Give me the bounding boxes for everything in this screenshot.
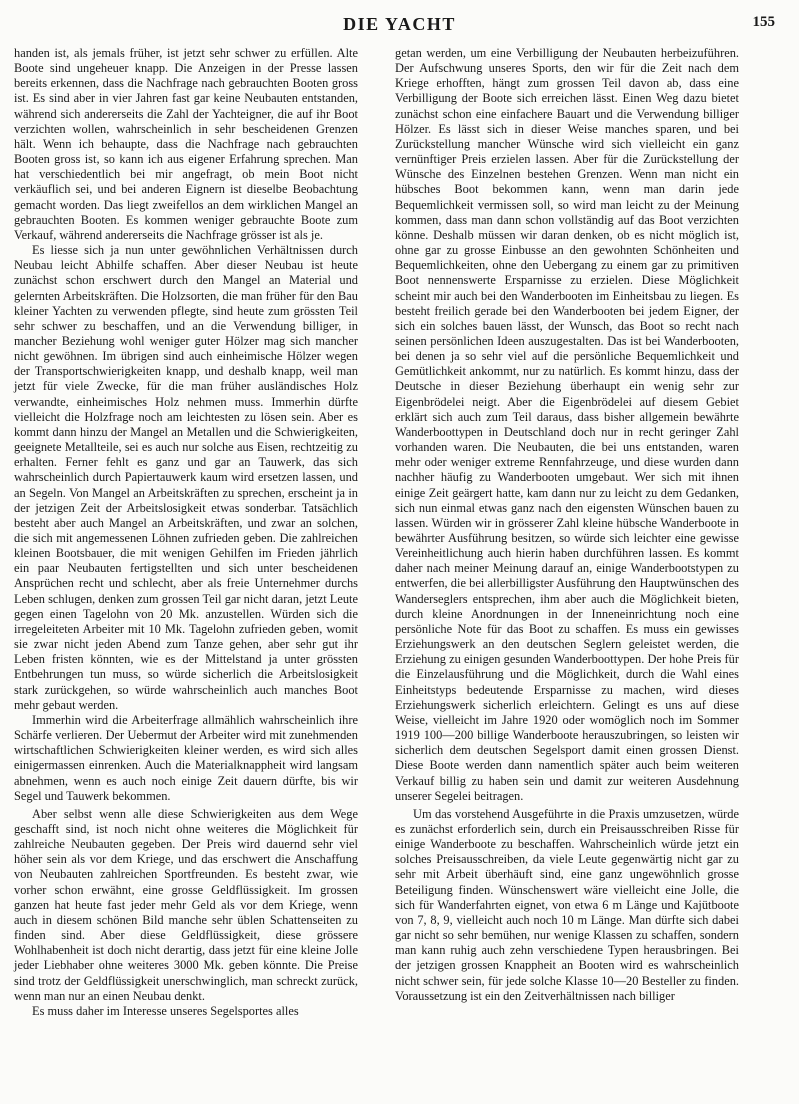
paragraph: Immerhin wird die Arbeiterfrage allmählich wahrscheinlich ihre Schärfe verlieren. Der Uebermut der Arbeiter wird mit zunehmenden wirtschaftlichen Schwierigkeiten kleiner werden, es wird sich alles einigermassen einrenken. Auch die Materialknappheit wird langsam abnehmen, wenn es auch noch einige Zeit dauern dürfte, bis wir Segel und Tauwerk bekommen. [14,712,358,803]
left-column [14,46,358,1019]
paragraph: Um das vorstehend Ausgeführte in die Praxis umzusetzen, würde es zunächst erforderlich sein, durch ein Preisausschreiben Risse für einige Wanderboote zu beschaffen. Wahrscheinlich würde jetzt ein solches Preisausschreiben, da viele Leute gegenwärtig nicht gar zu sehr mit Arbeit überhäuft sind, eine ganz ungewöhnlich grosse Beteiligung finden. Wünschenswert wäre vielleicht eine Jolle, die sich für Wanderfahrten eignet, von etwa 6 m Länge und Kajütboote von 7, 8, 9, vielleicht auch noch 10 m Länge. Man dürfte sich dabei gar nicht so sehr bemühen, nur wenige Klassen zu schaffen, sondern man kann ruhig auch zehn verschiedene Typen herausbringen. Bei der jetzigen grossen Knappheit an Booten wird es wahrscheinlich nicht schwer sein, für jede solche Klasse 10—20 Besteller zu finden. Voraussetzung ist ein den Zeitverhältnissen nach billiger [395,806,739,1003]
paragraph: getan werden, um eine Verbilligung der Neubauten herbeizuführen. Der Aufschwung unseres Sports, den wir für die Zeit nach dem Kriege erhofften, hängt zum grossen Teil davon ab, dass eine Verbilligung der Boote sich erreichen lässt. Einen Weg dazu bietet zunächst schon eine einfachere Bauart und die Verwendung billiger Hölzer. Es lässt sich in dieser Weise manches sparen, und bei Zurückstellung mancher Wünsche wird sich vielleicht ein ganz vernünftiger Preis erzielen lassen. Aber für die Zurückstellung der Wünsche des Einzelnen bestehen Grenzen. Wenn man nicht ein hübsches Boot bekommen kann, wenn man darin jede Bequemlichkeit vermissen soll, so wird man leicht zu der Meinung kommen, dass man dann schon vollständig auf das Boot verzichten könne. Deshalb müssen wir daran denken, ob es nicht möglich ist, ohne gar zu grosse Einbusse an den gewohnten Schönheiten und Bequemlichkeiten, ohne den Uebergang zu einem gar zu primitiven Boot nennenswerte Ersparnisse zu erzielen. Diese Möglichkeit scheint mir auch bei den Wanderbooten im Einheitsbau zu liegen. Es besteht freilich gerade bei den Wanderbooten bei jedem Eigner, der sich ein solches bauen lässt, der Wunsch, das Boot so recht nach seinen persönlichen Ideen auszugestalten. Das ist bei Wanderbooten, bei denen ja so sehr viel auf die persönliche Bequemlichkeit und Gemütlichkeit ankommt, nur zu natürlich. Es kommt hinzu, dass der Deutsche in dieser Beziehung überhaupt ein wenig sehr zur Eigenbrödelei neigt. Aber die Eigenbrödelei auf diesem Gebiet erklärt sich auch zum Teil daraus, dass bisher allgemein bewährte Wanderboottypen in Deutschland doch nur in recht geringer Zahl vorhanden waren. Die Neubauten, die bei uns entstanden, waren mehr oder weniger extreme Rennfahrzeuge, und diese wurden dann nachher häufig zu Wanderbooten umgebaut. Wer sich mit ihnen einige Zeit geärgert hatte, kam dann nur zu leicht zu dem Gedanken, sich nun einmal etwas ganz nach den eigensten Wünschen bauen zu lassen. Würden wir in grösserer Zahl kleine hübsche Wanderboote in bewährter Ausführung besitzen, so würde sich leichter eine gewisse Vereinheitlichung auch hierin haben durchführen lassen. Es kommt daher nach meiner Meinung darauf an, einige Wanderbootstypen zu entwerfen, die bei allerbilligster Ausführung den Hauptwünschen des Wanderseglers entsprechen, ihm aber auch die Möglichkeit bieten, durch kleine Anordnungen in der Inneneinrichtung noch eine persönliche Note für das Boot zu schaffen. Es muss ein gewisses Erziehungswerk an den deutschen Seglern geleistet werden, die Erziehung zu einigen gesunden Wanderboottypen. Der hohe Preis für die Einzelausführung und die Möglichkeit, durch die Wahl eines Einheitstyps bedeutende Ersparnisse zu machen, wird dieses Erziehungswerk sicherlich erleichtern. Gelingt es uns auf diese Weise, vielleicht im Jahre 1920 oder womöglich noch im Sommer 1919 100—200 billige Wanderboote herauszubringen, so leisten wir sicherlich dem deutschen Segelsport damit einen grossen Dienst. Diese Boote werden dann namentlich später auch beim weiteren Verkauf billig zu haben sein und damit zur weiteren Ausdehnung unserer Segelei beitragen. [395,46,739,803]
right-column [395,46,739,1004]
paragraph: Aber selbst wenn alle diese Schwierigkeiten aus dem Wege geschafft sind, ist noch nicht ohne weiteres die Möglichkeit für zahlreiche Neubauten gegeben. Der Preis wird dauernd sehr viel höher sein als vor dem Kriege, und das erschwert die Anschaffung von Neubauten zahlreichen Sportfreunden. Es besteht zwar, wie vorher schon erwähnt, eine grosse Geldflüssigkeit. Im grossen ganzen hat heute fast jeder mehr Geld als vor dem Kriege, wenn auch in diesem schönen Bild manche sehr üblen Schattenseiten zu finden sind. Aber diese Geldflüssigkeit, diese grössere Wohlhabenheit ist doch nicht derartig, dass jetzt für eine kleine Jolle jeder Liebhaber ohne weiteres 3000 Mk. geben könnte. Die Preise sind trotz der Geldflüssigkeit unerschwinglich, man schreckt zurück, wenn man nur an einen Neubau denkt. [14,806,358,1003]
paragraph: handen ist, als jemals früher, ist jetzt sehr schwer zu erfüllen. Alte Boote sind ungeheuer knapp. Die Anzeigen in der Presse lassen bereits erkennen, dass die Nachfrage nach gebrauchten Booten gross ist. Es sind aber in vier Jahren fast gar keine Neubauten entstanden, während sich andererseits die Zahl der Yachteigner, die auf ihr Boot verzichten wollen, wahrscheinlich in sehr bescheidenen Grenzen hält. Wenn ich behaupte, dass die Nachfrage nach gebrauchten Booten gross ist, so kann ich aus eigener Erfahrung sprechen. Man hat verschiedentlich bei mir angefragt, ob mein Boot nicht verkäuflich sei, und bei anderen Eignern ist dieselbe Beobachtung gemacht worden. Das liegt zweifellos an dem wirklichen Mangel an gebrauchten Booten. Es kommen weniger gebrauchte Boote zum Verkauf, während andererseits die Nachfrage grösser ist als je. [14,46,358,242]
running-title: DIE YACHT [343,14,456,34]
page-number: 155 [752,14,775,30]
paragraph: Es liesse sich ja nun unter gewöhnlichen Verhältnissen durch Neubau leicht Abhilfe schaffen. Aber dieser Neubau ist heute zunächst schon erschwert durch den Mangel an Material und gelernten Arbeitskräften. Die Holzsorten, die man früher für den Bau kleiner Yachten zu verwenden pflegte, sind heute zum grössten Teil sehr schwer zu beschaffen, und an die Verwendung billiger, in mancher Beziehung wohl weniger guter Hölzer mag sich mancher nicht gewöhnen. Im übrigen sind auch einheimische Hölzer wegen der Transportschwierigkeiten knapp, und deshalb knapp, weil man jetzt für viele Zwecke, für die man früher ausländisches Holz verwandte, einheimisches Holz nehmen muss. Immerhin dürfte vielleicht die Holzfrage noch am leichtesten zu lösen sein. Aber es kommt dann hinzu der Mangel an Metallen und die Schwierigkeiten, geeignete Metallteile, sei es auch nur solche aus Eisen, rechtzeitig zu erhalten. Ferner fehlt es ganz und gar an Tauwerk, das sich wahrscheinlich durch Papiertauwerk kaum wird ersetzen lassen, und an Segeln. Von Mangel an Arbeitskräften zu sprechen, erscheint ja in der jetzigen Zeit der Arbeitslosigkeit etwas sonderbar. Tatsächlich besteht aber auch Mangel an Arbeitskräften, und zwar an solchen, die sich mit angemessenen Löhnen zufrieden geben. Die zahlreichen kleinen Bootsbauer, die mit wenigen Gehilfen im Frieden jährlich ein paar Neubauten fertigstellten und sich unter bescheidenen Ansprüchen recht und schlecht, aber als freie Unternehmer durchs Leben schlugen, denken zum grossen Teil gar nicht daran, jetzt Leute gegen einen Tagelohn von 20 Mk. anzustellen. Würden sich die irregeleiteten Arbeiter mit 10 Mk. Tagelohn zufrieden geben, womit sie zwar nicht jeden Abend zum Tanze gehen, aber sehr gut ihr Leben fristen könnten, wie es der Mittelstand ja unter grössten Entbehrungen tun muss, so würde sicherlich die Arbeitslosigkeit stark zurückgehen, so würde wahrscheinlich auch manches Boot mehr gebaut werden. [14,243,358,712]
paragraph: Es muss daher im Interesse unseres Segelsportes alles [32,1003,299,1018]
page-header [0,8,799,38]
